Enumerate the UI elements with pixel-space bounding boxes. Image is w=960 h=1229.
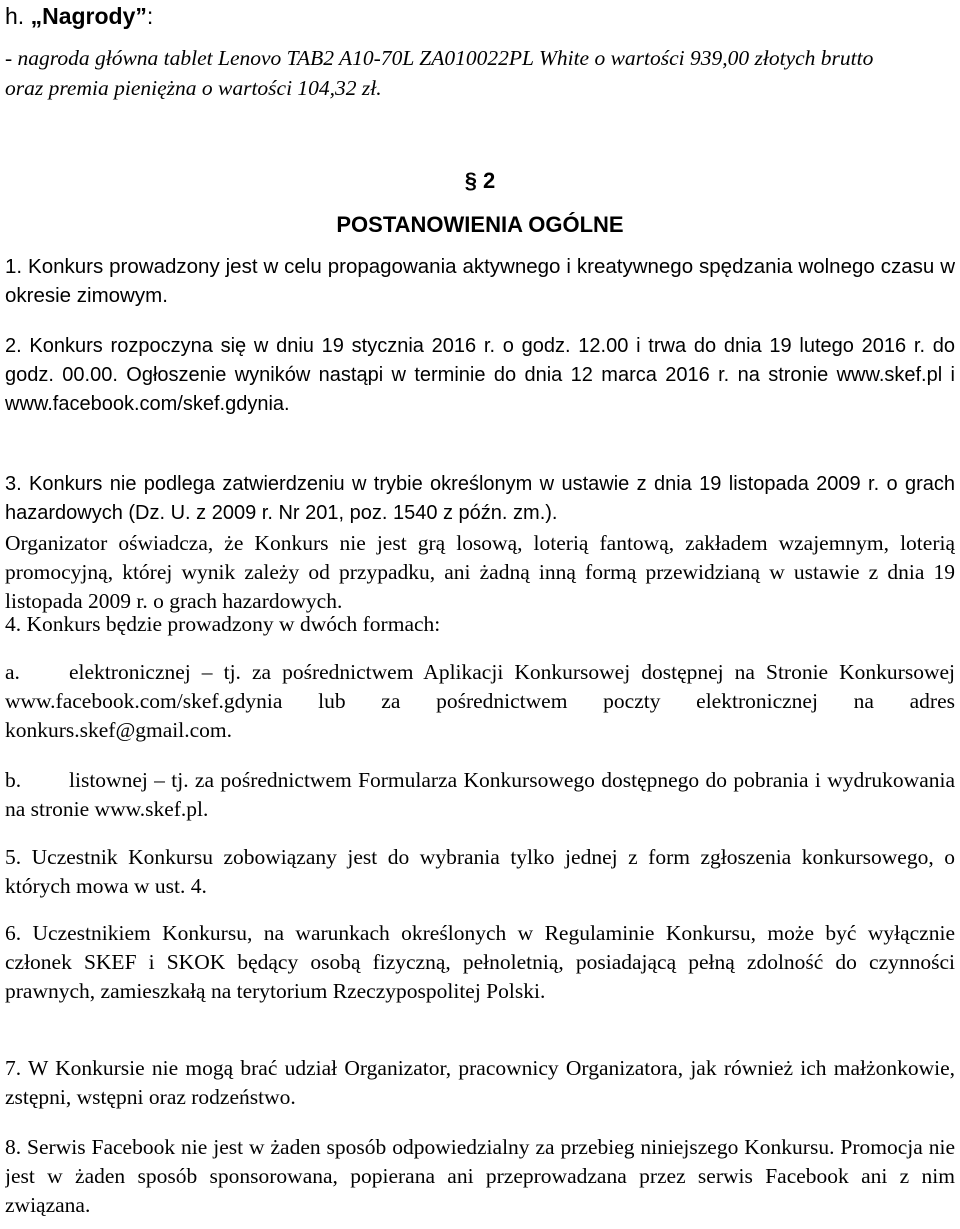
list-item-a-label: a. <box>5 660 20 684</box>
point-7: 7. W Konkursie nie mogą brać udział Organizator, pracownicy Organizatora, jak również ich małżonkowie, zstępni, wstępni oraz rodzeństwo. <box>5 1056 955 1109</box>
section-h-suffix: : <box>146 3 154 29</box>
point-3: 3. Konkurs nie podlega zatwierdzeniu w trybie określonym w ustawie z dnia 19 listopada 2009 r. o grach hazardowych (Dz. U. z 2009 r. Nr 201, poz. 1540 z późn. zm.). <box>5 473 955 524</box>
document-page <box>5 0 955 1229</box>
section-h-prefix: h. <box>5 3 31 29</box>
list-item-b-label: b. <box>5 768 22 792</box>
point-8: 8. Serwis Facebook nie jest w żaden sposób odpowiedzialny za przebieg niniejszego Konkursu. Promocja nie jest w żaden sposób sponsorowana, popierana ani przeprowadzana przez serwis Facebook ani z nim związana. <box>5 1135 955 1217</box>
section-title: POSTANOWIENIA OGÓLNE <box>336 212 624 237</box>
point-4: 4. Konkurs będzie prowadzony w dwóch formach: <box>5 612 441 636</box>
point-6: 6. Uczestnikiem Konkursu, na warunkach określonych w Regulaminie Konkursu, może być wyłącznie członek SKEF i SKOK będący osobą fizyczną, pełnoletnią, posiadającą pełną zdolność do czynności prawnych, zamieszkałą na terytorium Rzeczypospolitej Polski. <box>5 921 955 1003</box>
point-3-statement: Organizator oświadcza, że Konkurs nie jest grą losową, loterią fantową, zakładem wzajemnym, loterią promocyjną, której wynik zależy od przypadku, ani żadną inną formą przewidzianą w ustawie z dnia 19 listopada 2009 r. o grach hazardowych. <box>5 531 955 613</box>
list-item-a-text: elektronicznej – tj. za pośrednictwem Aplikacji Konkursowej dostępnej na Stronie Konkursowej www.facebook.com/skef.gdynia lub za pośrednictwem poczty elektronicznej na adres konkurs.skef@gmail.com. <box>5 660 955 742</box>
point-1: 1. Konkurs prowadzony jest w celu propagowania aktywnego i kreatywnego spędzania wolnego czasu w okresie zimowym. <box>5 255 955 307</box>
list-item-b-text: listownej – tj. za pośrednictwem Formularza Konkursowego dostępnego do pobrania i wydrukowania na stronie www.skef.pl. <box>5 768 955 821</box>
section-h-heading <box>5 2 955 31</box>
point-5: 5. Uczestnik Konkursu zobowiązany jest do wybrania tylko jednej z form zgłoszenia konkursowego, o których mowa w ust. 4. <box>5 845 955 898</box>
point-2: 2. Konkurs rozpoczyna się w dniu 19 stycznia 2016 r. o godz. 12.00 i trwa do dnia 19 lutego 2016 r. do godz. 00.00. Ogłoszenie wyników nastąpi w terminie do dnia 12 marca 2016 r. na stronie www.skef.pl i www.facebook.com/skef.gdynia. <box>5 335 955 415</box>
section-h-title: „Nagrody” <box>30 3 147 29</box>
prize-line-2: oraz premia pieniężna o wartości 104,32 zł. <box>5 76 382 100</box>
list-item-a <box>5 658 955 745</box>
prize-line-1: - nagroda główna tablet Lenovo TAB2 A10-70L ZA010022PL White o wartości 939,00 złotych brutto <box>5 46 874 70</box>
list-item-b <box>5 766 955 824</box>
section-number: § 2 <box>464 168 496 193</box>
